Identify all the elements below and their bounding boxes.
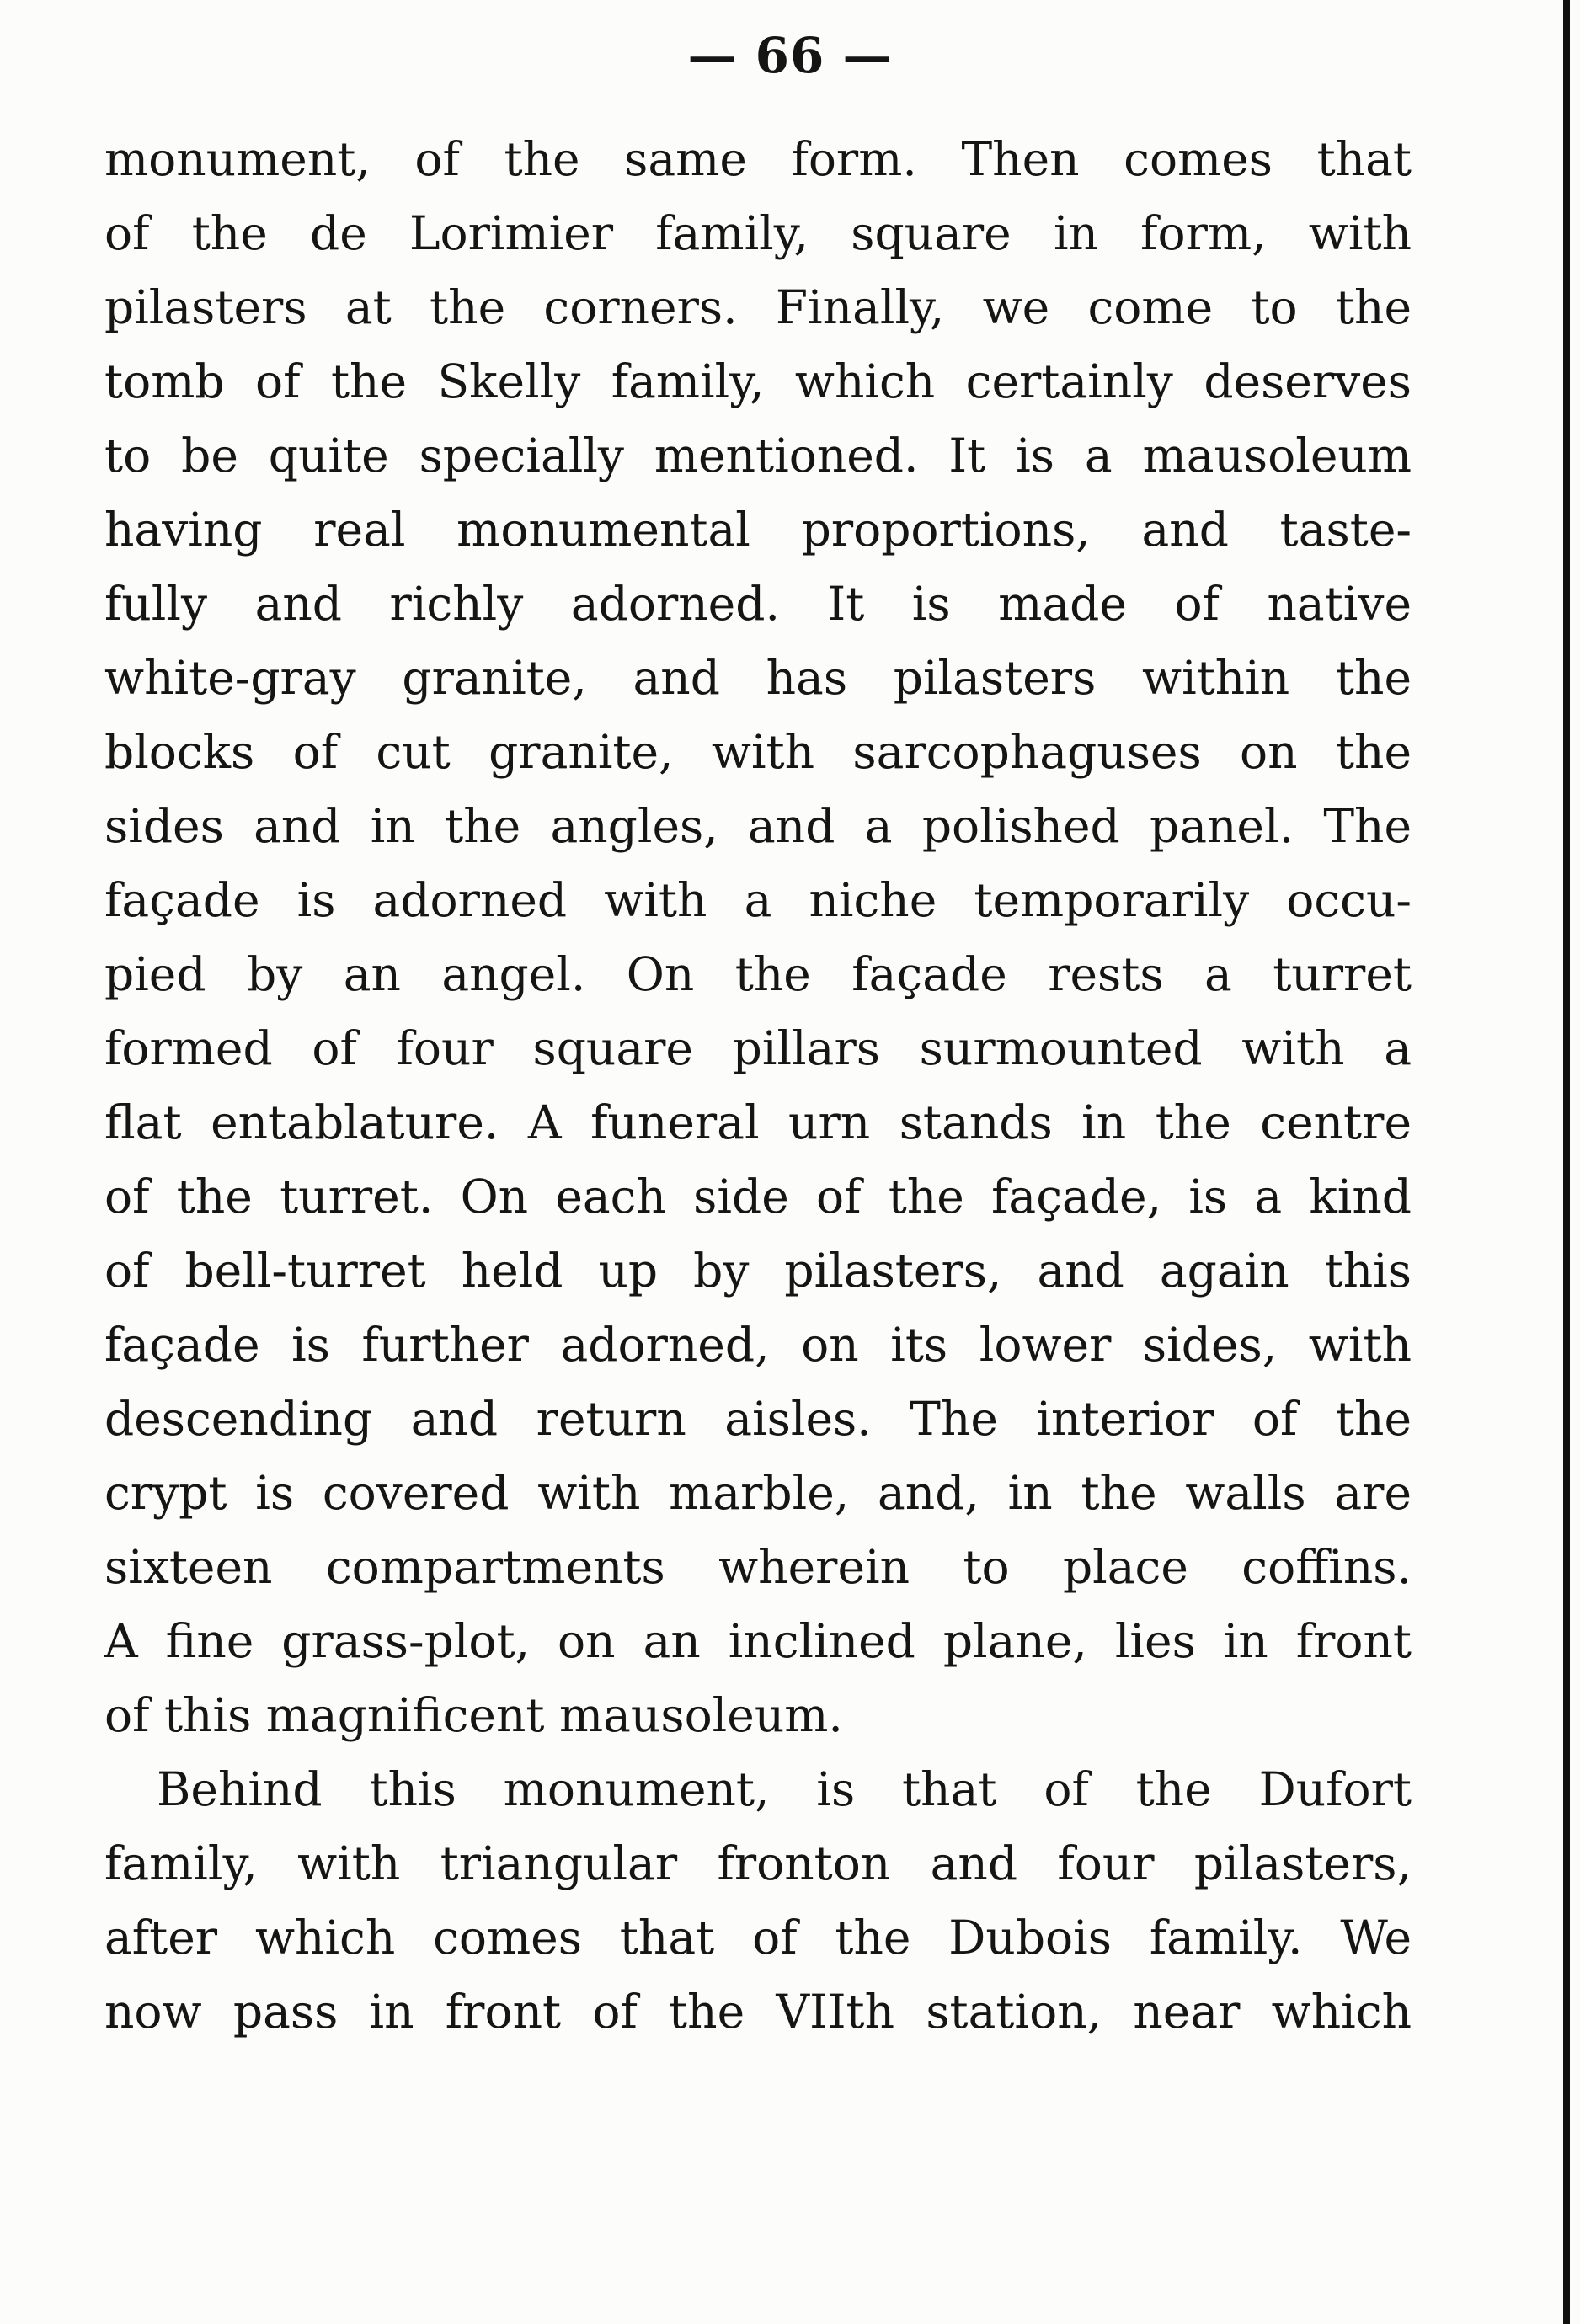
text-line: façade is adorned with a niche temporarily occu-: [104, 873, 1412, 927]
text-line: descending and return aisles. The interior of the: [104, 1392, 1412, 1446]
text-line: white-gray granite, and has pilasters within the: [104, 651, 1412, 705]
text-line: façade is further adorned, on its lower sides, with: [104, 1318, 1412, 1372]
text-line: pilasters at the corners. Finally, we come to the: [104, 280, 1412, 334]
text-line: blocks of cut granite, with sarcophaguses on the: [104, 725, 1412, 779]
text-line: now pass in front of the VIIth station, near which: [104, 1985, 1412, 2039]
page-number: — 66 —: [687, 27, 893, 84]
page-text: [104, 122, 1412, 2049]
text-line: of this magnificent mausoleum.: [104, 1688, 843, 1742]
page-edge-line: [1563, 0, 1570, 2324]
text-line: Behind this monument, is that of the Dufort: [157, 1762, 1412, 1816]
text-line: of bell-turret held up by pilasters, and again this: [104, 1244, 1412, 1298]
text-line: fully and richly adorned. It is made of native: [104, 577, 1412, 631]
text-line: sides and in the angles, and a polished panel. The: [104, 799, 1412, 853]
text-line: crypt is covered with marble, and, in the walls are: [104, 1466, 1412, 1520]
text-line: tomb of the Skelly family, which certainly deserves: [104, 354, 1412, 408]
text-line: monument, of the same form. Then comes that: [104, 132, 1412, 186]
text-line: of the turret. On each side of the façade, is a kind: [104, 1170, 1412, 1223]
text-line: A fine grass-plot, on an inclined plane, lies in front: [104, 1614, 1412, 1668]
paragraph-1: [104, 122, 1412, 1752]
text-line: having real monumental proportions, and taste-: [104, 503, 1412, 557]
text-line: of the de Lorimier family, square in form, with: [104, 206, 1412, 260]
text-line: pied by an angel. On the façade rests a turret: [104, 947, 1412, 1001]
text-line: flat entablature. A funeral urn stands in the centre: [104, 1095, 1412, 1149]
text-line: formed of four square pillars surmounted with a: [104, 1021, 1412, 1075]
text-line: family, with triangular fronton and four pilasters,: [104, 1836, 1412, 1890]
text-line: sixteen compartments wherein to place coffins.: [104, 1540, 1412, 1594]
paragraph-2: [104, 1752, 1412, 2049]
text-line: to be quite specially mentioned. It is a mausoleum: [104, 429, 1412, 482]
text-line: after which comes that of the Dubois family. We: [104, 1911, 1412, 1964]
